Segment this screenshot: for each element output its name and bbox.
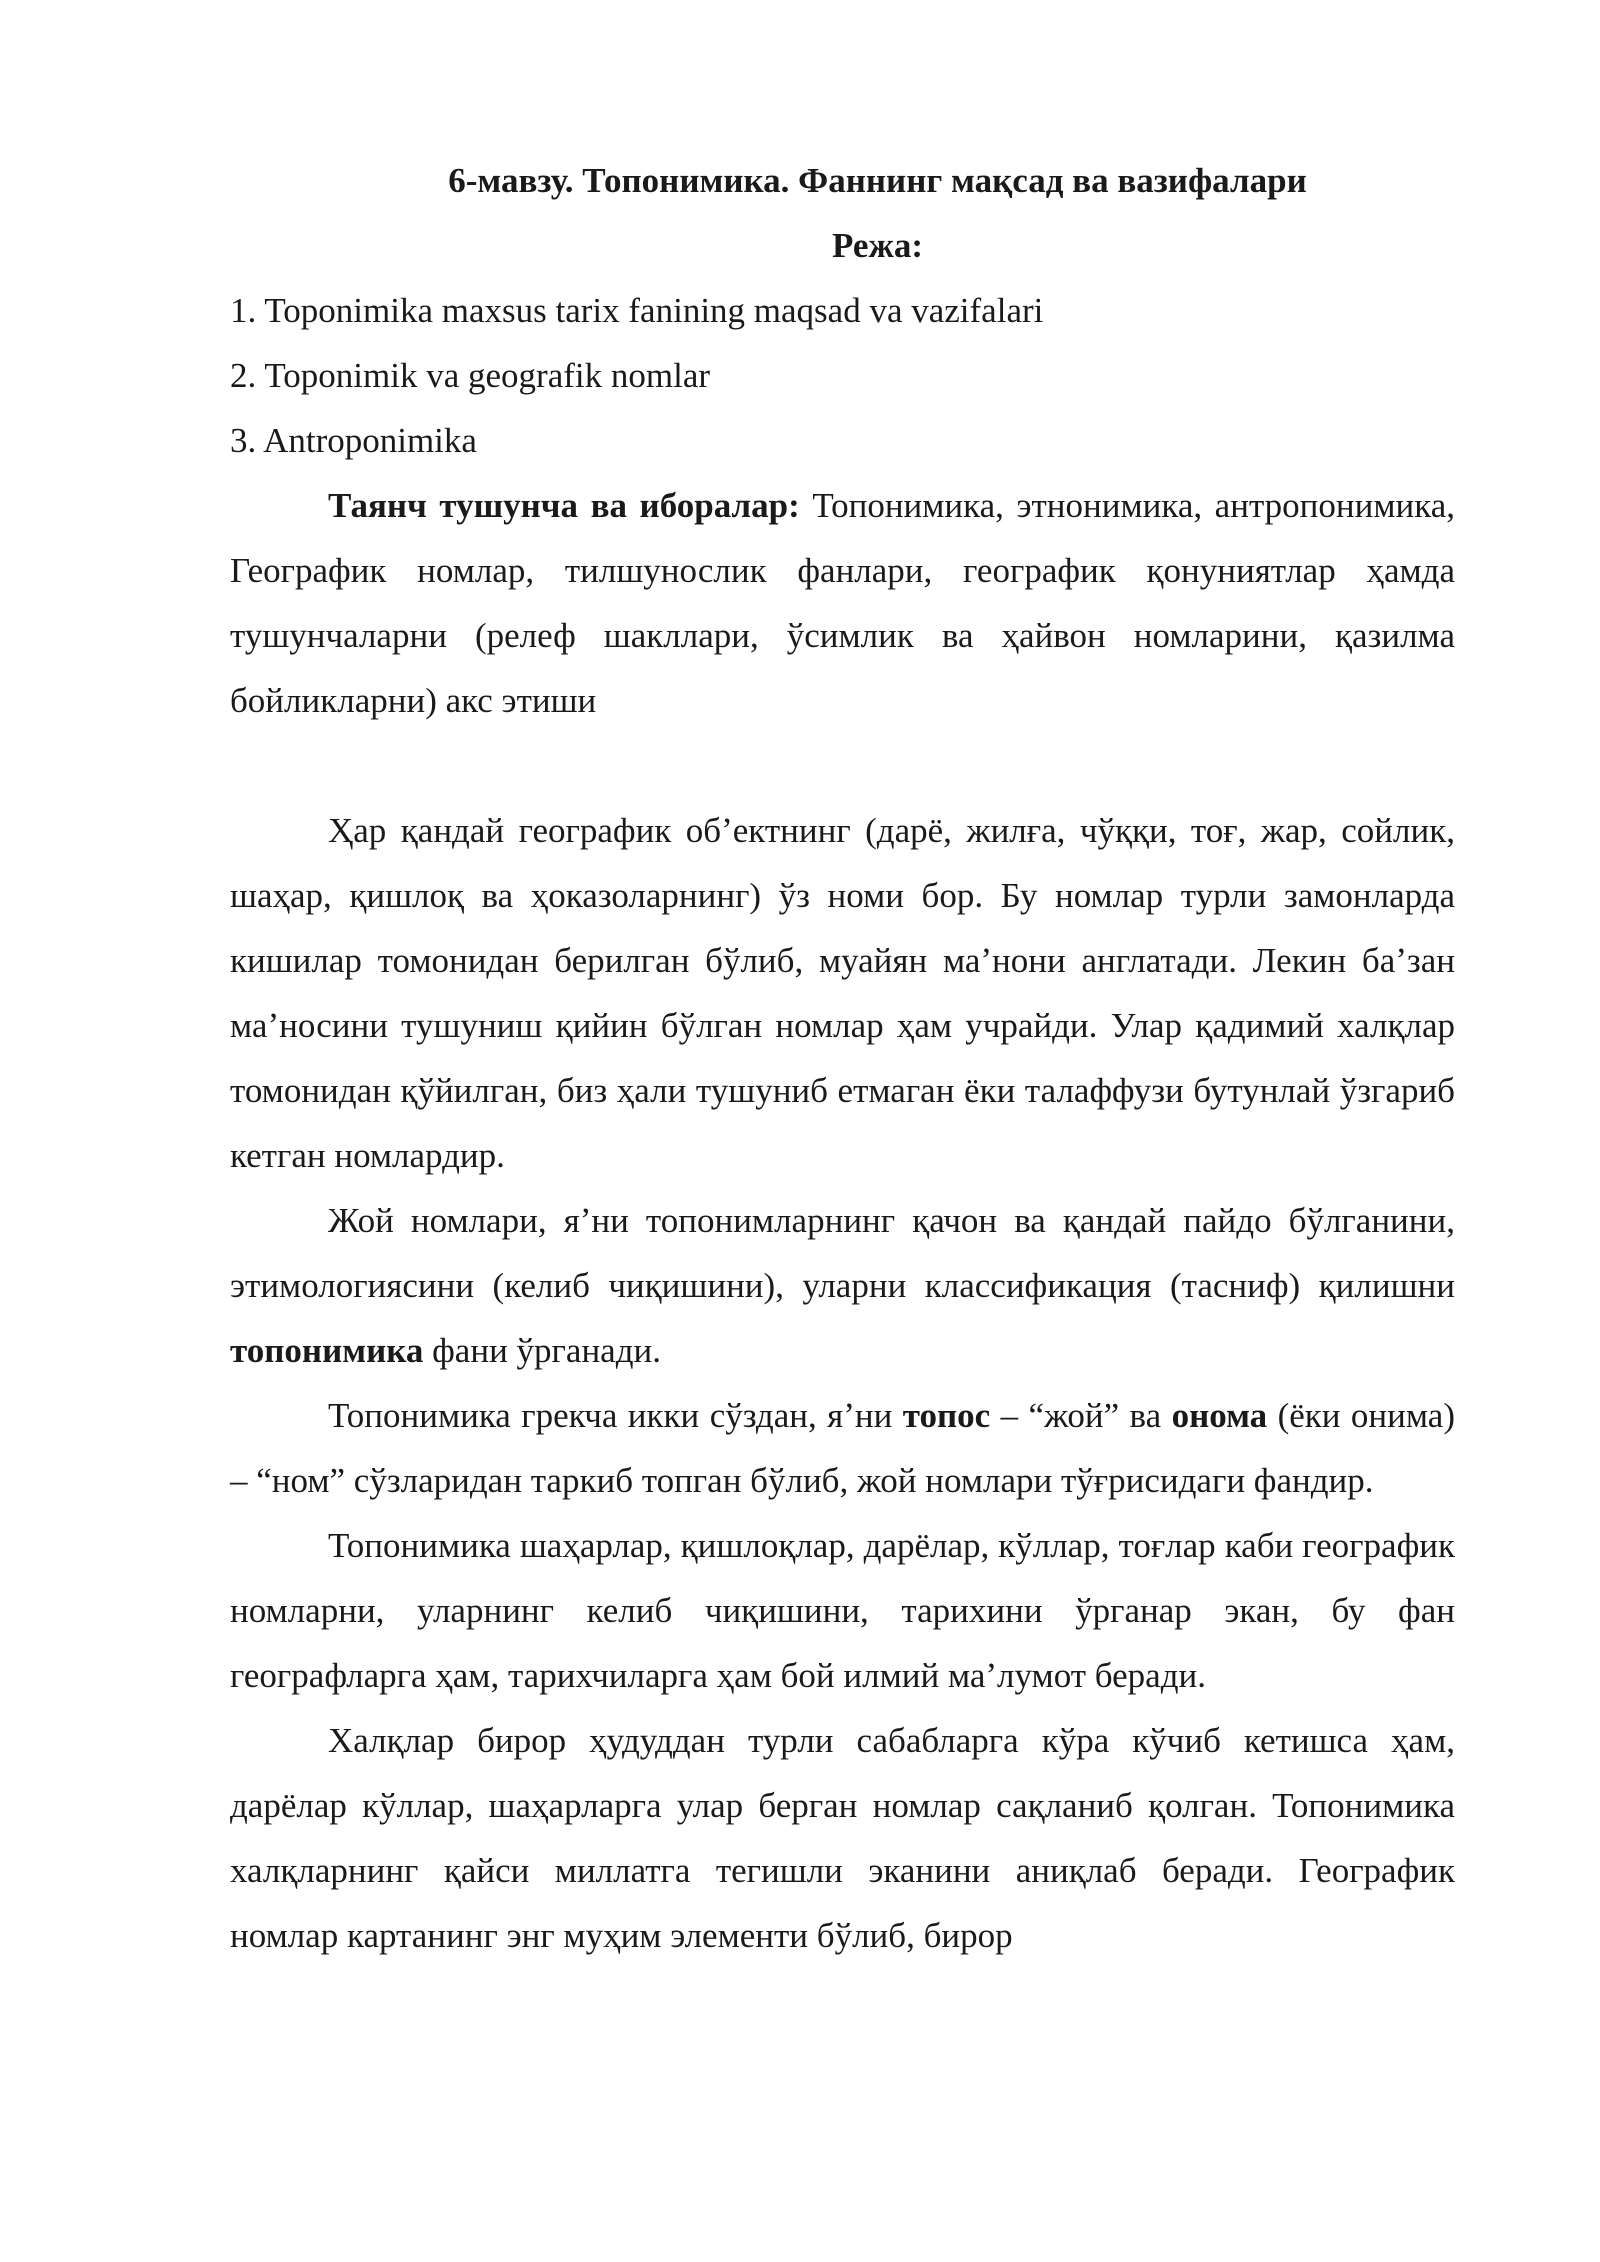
paragraph-scope: Топонимика шаҳарлар, қишлоқлар, дарёлар, кўллар, тоғлар каби географик номларни, уларнинг келиб чиқишини, тарихини ўрганар экан, бу фан географларга ҳам, тарихчиларга ҳам бой илмий маʼлумот беради. — [230, 1526, 1455, 1695]
plan-list — [230, 278, 1455, 473]
keywords-paragraph — [230, 473, 1455, 733]
etymology-text-2: – “жой” ва — [990, 1396, 1172, 1435]
plan-item: 3. Antroponimika — [230, 421, 477, 460]
paragraph-intro: Ҳар қандай географик обʼектнинг (дарё, жилға, чўққи, тоғ, жар, сойлик, шаҳар, қишлоқ ва ҳоказоларнинг) ўз номи бор. Бу номлар турли замонларда кишилар томонидан берилган бўлиб, муайян маʼнони англатади. Лекин баʼзан маʼносини тушуниш қийин бўлган номлар ҳам учрайди. Улар қадимий халқлар томонидан қўйилган, биз ҳали тушуниб етмаган ёки талаффузи бутунлай ўзгариб кетган номлардир. — [230, 811, 1455, 1175]
paragraph-definition-text: Жой номлари, яʼни топонимларнинг қачон ва қандай пайдо бўлганини, этимологиясини (келиб чиқишини), уларни классификация (тасниф) қилишни — [230, 1201, 1455, 1305]
term-topos: топос — [902, 1396, 991, 1435]
plan-item: 1. Toponimika maxsus tarix fanining maqsad va vazifalari — [230, 291, 1044, 330]
term-toponymy: топонимика — [230, 1331, 424, 1370]
paragraph-definition-tail: фани ўрганади. — [423, 1331, 661, 1370]
plan-item: 2. Toponimik va geografik nomlar — [230, 356, 711, 395]
document-page — [230, 148, 1455, 1968]
term-onoma: онома — [1171, 1396, 1268, 1435]
paragraph-definition — [230, 1188, 1455, 1383]
etymology-text-1: Топонимика грекча икки сўздан, яʼни — [328, 1396, 903, 1435]
keywords-label: Таянч тушунча ва иборалар: — [328, 486, 800, 525]
paragraph-migration: Халқлар бирор ҳудуддан турли сабабларга кўра кўчиб кетишса ҳам, дарёлар кўллар, шаҳарларга улар берган номлар сақланиб қолган. Топонимика халқларнинг қайси миллатга тегишли эканини аниқлаб беради. Географик номлар картанинг энг муҳим элементи бўлиб, бирор — [230, 1721, 1455, 1955]
plan-heading: Режа: — [832, 226, 923, 265]
paragraph-etymology — [230, 1383, 1455, 1513]
etymology-text-3: (ёки онима) – “ном” сўзларидан таркиб топган бўлиб, жой номлари тўғрисидаги фандир. — [230, 1396, 1455, 1500]
document-title: 6-мавзу. Топонимика. Фаннинг мақсад ва вазифалари — [448, 161, 1307, 200]
paragraph-spacer — [230, 733, 1455, 798]
keywords-text: Топонимика, этнонимика, антропонимика, Географик номлар, тилшунослик фанлари, географик қонуниятлар ҳамда тушунчаларни (релеф шакллари, ўсимлик ва ҳайвон номларини, қазилма бойликларни) акс этиши — [230, 486, 1455, 720]
